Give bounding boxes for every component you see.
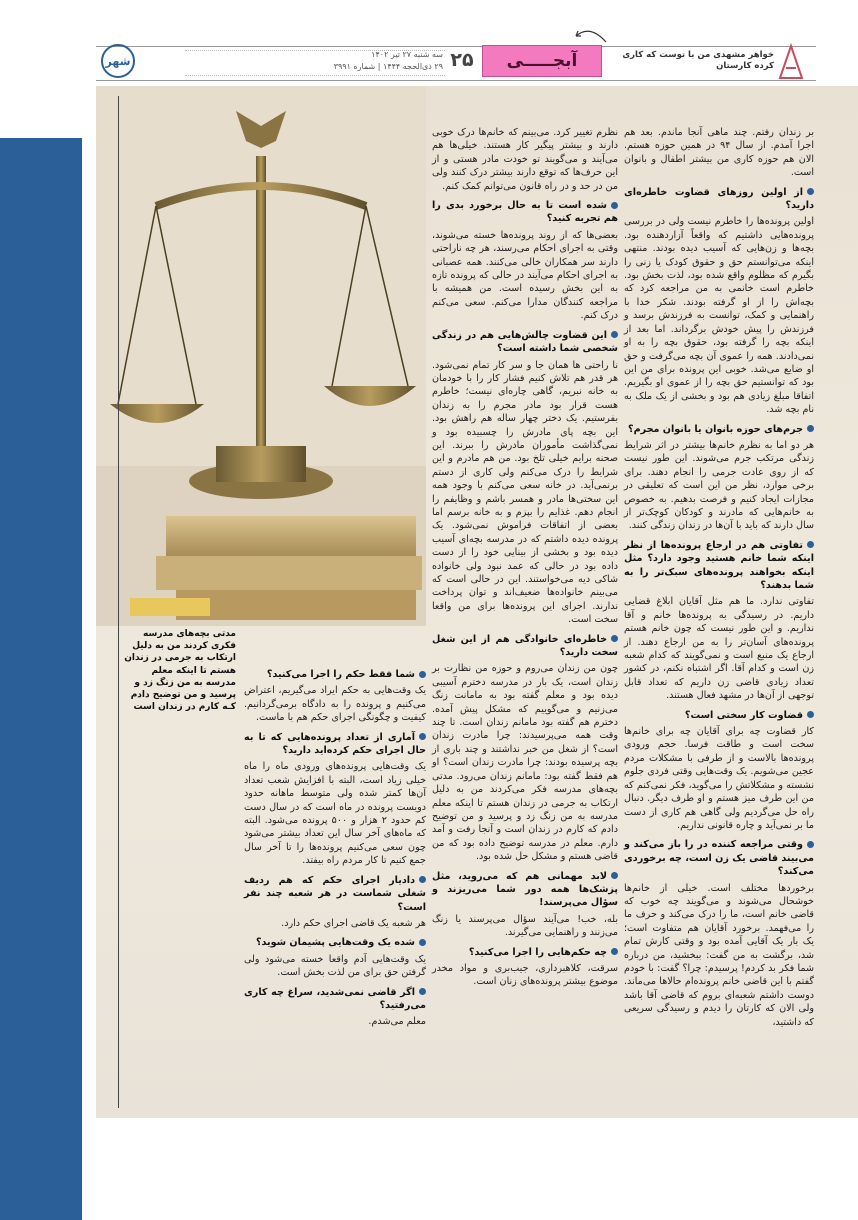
interview-question: شده است تا به حال برخورد بدی را هم تجربه کنید؟ — [432, 200, 618, 225]
answer-paragraph: بعضی‌ها که از روند پرونده‌ها خسته می‌شوند، وقتی به اجرای احکام می‌رسند، هر چه ناراحتی دارند سر همکاران خالی می‌کنند. همه عصبانی به اجرای احکام می‌آیند در حالی که پرونده تازه به این بخش رسیده است. من همیشه با مراجعه کنندگان مدارا می‌کنم. سعی می‌کنم درک کنم. — [432, 229, 618, 322]
answer-paragraph: سرقت، کلاهبرداری، جیب‌بری و مواد مخدر موضوع بیشتر پرونده‌های زنان است. — [432, 962, 618, 988]
header-bottom-rule — [96, 80, 816, 81]
interview-question: چه حکم‌هایی را اجرا می‌کنید؟ — [432, 946, 618, 959]
page-number: ۲۵ — [450, 49, 474, 71]
issue-info — [325, 49, 443, 73]
pull-quote: مدتی بچه‌های مدرسه فکری کردند من به دلیل ارتکاب به جرمی در زندان هستم تا اینکه معلم مدرسه به من زنگ زد و پرسید و من توضیح دادم کـه کارم در زندان است — [124, 629, 236, 713]
pullquote-marker — [130, 598, 210, 616]
interview-question: قضاوت کار سختی است؟ — [624, 709, 814, 722]
section-tag-label: آبجـــــی — [506, 51, 578, 71]
answer-paragraph: بله، خب! می‌آیند سؤال می‌پرسند یا زنگ می‌زنند و راهنمایی می‌گیرند. — [432, 913, 618, 939]
answer-paragraph: هر دو اما به نظرم خانم‌ها بیشتر در اثر شرایط زندگی مرتکب جرم می‌شوند. این طور نیست که از روی عادت جرمی را انجام دهند. برای برخی موارد، نظر من این است که تعلیقی در مجازات ایجاد کنیم و فرصت بدهیم. به خصوص به خانم‌هایی که مادرند و کودکان کوچک‌تر از سال دارند که باید با آن‌ها در زندان زندگی کنند. — [624, 439, 814, 532]
section-tag — [482, 45, 602, 77]
answer-paragraph: تفاوتی ندارد. ما هم مثل آقایان ابلاغ قضایی داریم. در رسیدگی به پرونده‌ها خانم و آقا نداریم. و این طور نیست که چون خانم هستم پرونده‌های آسان‌تر را به من ارجاع دهند. از ارجاع یک منبع است و نمی‌گویند که کدام شعبه زن است و کدام آقا. اگر اشتباه نکنم، در کشور تعداد زیادی قاضی زن داریم که تعداد قابل توجهی از آن‌ها در مشهد فعال هستند. — [624, 596, 814, 702]
answer-paragraph: اولین پرونده‌ها را خاطرم نیست ولی در بررسی پرونده‌هایی داشتیم که واقعاً آزاردهنده بود. بچه‌ها و زن‌هایی که آسیب دیده بودند. منتهی اینکه می‌توانستم حق و حقوق کودک یا زنی را بگیرم که مظلوم واقع شده بود، لذت بخش بود. خاطرم است خانمی به من مراجعه کرد که بچه‌اش را از او گرفته بودند. شکر خدا با راهنمایی و کمک، توانست به فرزندش برسد و فرزندش را پیش خودش برگرداند. اما بعد از اینکه بچه را گرفته بود، حقوق بچه را به او نمی‌دادند. همه را عموی آن بچه می‌گرفت و حق او ضایع می‌شد. خوبی این پرونده برای من این بود که توانستیم حق بچه را از عموی او بگیریم. اتفاقا مبلغ زیادی هم بود و بخشی از یک ملک به نام بچه شد. — [624, 216, 814, 416]
answer-paragraph: نا راحتی ها همان جا و سر کار تمام نمی‌شود. هر قدر هم تلاش کنیم فشار کار را با خودمان به خانه نبریم، گاهی چاره‌ای نیست؛ خاطرم هست قرار بود مادر مجرم را به زندان بفرستیم. یک دختر چهار ساله هم راهش بود. این بچه پای مادرش را چسبیده بود و نمی‌گذاشت مأموران مادرش را ببرند. این صحنه برایم خیلی تلخ بود. من هم مادرم و این شرایط را درک می‌کنم ولی کاری از دستم برنمی‌آید. در خانه سعی می‌کنم با وجود همه این سختی‌ها مادر و همسر باشم و وظایفم را انجام دهم. غذایم را بپزم و به خانه برسم اما بعضی از اتفاقات فراموش نمی‌شود. یک پرونده دیده داشتم که در مدرسه بچه‌ای آسیب دیده بود و بخشی از بینایی خود را از دست داده بود در حالی که عمد نبود ولی خانواده شاکی دیه می‌خواستند. این در حالی است که می‌بینم خانواده‌ها ضعیف‌اند و توان پرداخت ندارند. اجرای این پرونده‌ها برای من واقعا سخت است. — [432, 359, 618, 626]
interview-question: آماری از تعداد پرونده‌هایی که تا به حال اجرای حکم کرده‌اید دارید؟ — [244, 731, 426, 757]
curved-arrow-icon — [572, 26, 608, 44]
answer-paragraph: برخوردها مختلف است. خیلی از خانم‌ها خوشحال می‌شوند و می‌گویند چه خوب که قاضی خانم است، ما را درک می‌کند و حرف ما را می‌فهمد. برخورد آقایان هم متفاوت است؛ یک بار یک آقایی آمده بود و وقتی کارش تمام شد، برگشت به من گفت: ببخشید، من درباره شما فکر بد کردم! پرسیدم: چرا؟ گفت: با خودم گفتم با این قاضی خانم پرونده‌ام حالاها می‌ماند. دوست داشتم شعبه‌ای بروم که قاضی آقا باشد ولی الان که کارتان را دیدم و رسیدگی سریعی که داشتید، — [624, 882, 814, 1028]
interview-question: این قضاوت چالش‌هایی هم در زندگی شخصی شما داشته است؟ — [432, 329, 618, 355]
interview-question: از اولین روزهای قضاوت خاطره‌ای دارید؟ — [624, 186, 814, 212]
interview-question: تفاوتی هم در ارجاع پرونده‌ها از نظر اینکه شما خانم هستید وجود دارد؟ مثل اینکه بخواهند پرونده‌های سبک‌تر را به شما بدهند؟ — [624, 539, 814, 591]
magazine-logo — [98, 42, 138, 80]
interview-question: لابد مهمانی هم که می‌روید، مثل پزشک‌ها همه دور شما می‌ریزند و سؤال می‌پرسند! — [432, 870, 618, 909]
answer-paragraph: نظرم تغییر کرد. می‌بینم که خانم‌ها درک خوبی دارند و بیشتر پیگیر کار هستند. خیلی‌ها هم می‌آیند و می‌گویند تو خودت مادر هستی و از این حرف‌ها که توقع دارند بیشتر درک کنند ولی من در حد و در راه قانون می‌توانم کمک کنم. — [432, 127, 618, 192]
date-line: سه شنبه ۲۷ تیر ۱۴۰۲ — [371, 50, 443, 59]
answer-paragraph: کار قضاوت چه برای آقایان چه برای خانم‌ها سخت است و طاقت فرسا. حجم ورودی پرونده‌ها بالاست و از طرفی با مشکلات مردم عجین می‌شویم. یک وقت‌هایی وقتی فردی جلوم نشسته و مشکلاتش را می‌گوید، فکر نمی‌کنم که من این طرف میز هستم و او طرف دیگر. دنبال راه حل می‌گردیم ولی گاهی هم کاری از دست ما بر نمی‌آید و چاره قانونی نداریم. — [624, 726, 814, 831]
issue-line: ۲۹ ذی‌الحجه ۱۴۴۴ | شماره ۳۹۹۱ — [333, 62, 443, 71]
article-column-left — [244, 662, 426, 1032]
answer-paragraph: معلم می‌شدم. — [368, 1016, 426, 1028]
interview-question: دادیار اجرای حکم که هم ردیف شغلی شماست در هر شعبه چند نفر است؟ — [244, 874, 426, 913]
interview-question: اگر قاضی نمی‌شدید، سراغ چه کاری می‌رفتید؟ — [244, 986, 426, 1011]
article-column-middle — [432, 126, 618, 992]
interview-question: جرم‌های حوزه بانوان یا بانوان مجرم؟ — [624, 423, 814, 436]
answer-paragraph: بر زندان رفتم. چند ماهی آنجا ماندم. بعد هم اجرا آمدم. از سال ۹۴ در همین حوزه هستم. الان هم حوزه کاری من بیشتر اطفال و بانوان است. — [624, 127, 814, 179]
interview-question: شده یک وقت‌هایی پشیمان شوید؟ — [244, 936, 426, 949]
article-column-right — [624, 126, 814, 1032]
svg-text:شهر: شهر — [105, 55, 131, 68]
answer-paragraph: یک وقت‌هایی پرونده‌های ورودی ماه را ماه خیلی زیاد است، البته با افزایش شعب تعداد آن‌ها کمتر شده ولی متوسط ماهانه حدود دویست پرونده در ماه است که در سال دست کم حدود ۲ هزار و ۵۰۰ پرونده می‌شود. البته که ماه‌های آخر سال این تعداد بیشتر می‌شود چون سعی می‌کنیم پرونده‌ها را تا آخر سال جمع کنیم تا کار مردم راه بیفتد. — [244, 761, 426, 867]
interview-question: شما فقط حکم را اجرا می‌کنید؟ — [244, 668, 426, 681]
running-title: خواهر مشهدی من با توست که کاری کرده کارستان — [622, 50, 774, 71]
answer-paragraph: هر شعبه یک قاضی اجرای حکم دارد. — [281, 917, 426, 929]
answer-paragraph: چون من زندان می‌روم و حوزه من نظارت بر زندان است، یک بار در مدرسه دخترم آسیبی دیده بود و معلم گفته بود به مامانت زنگ می‌زنیم و می‌گوییم که مشکل پیش آمده. دخترم هم گفته بود مامانم زندان است. تا چند وقت همه می‌پرسیدند: چرا مادرت زندان است؟ از شغل من خبر نداشتند و چند باری از بچه پرسیده بودند: چرا مادرت زندان است؟ او هم فقط گفته بود: مامانم زندان می‌رود. مدتی بچه‌های مدرسه فکر می‌کردند من به دلیل ارتکاب به جرمی در زندان هستم تا اینکه معلم مدرسه به من زنگ زد و پرسید و من توضیح دادم که کارم در زندان است و آنجا رفت و آمد دارم. معلم در مدرسه توضیح داده بود که من قاضی هستم و مشکل حل شده بود. — [432, 663, 618, 863]
interview-question: وقتی مراجعه کننده در را باز می‌کند و می‌بیند قاضی یک زن است، چه برخوردی می‌کند؟ — [624, 839, 814, 878]
answer-paragraph: یک وقت‌هایی آدم واقعا خسته می‌شود ولی گرفتن حق برای من لذت بخش است. — [244, 953, 426, 979]
scales-of-justice-image — [96, 86, 426, 626]
column-divider — [118, 96, 119, 1108]
left-color-band — [0, 138, 82, 1220]
section-emblem-icon — [776, 42, 806, 82]
answer-paragraph: یک وقت‌هایی به حکم ایراد می‌گیریم، اعتراض می‌کنیم و پرونده را به دادگاه برمی‌گردانیم. کیفیت و چگونگی اجرای حکم هم با ماست. — [244, 685, 426, 724]
interview-question: خاطره‌ای خانوادگی هم از این شغل سخت دارید؟ — [432, 633, 618, 659]
